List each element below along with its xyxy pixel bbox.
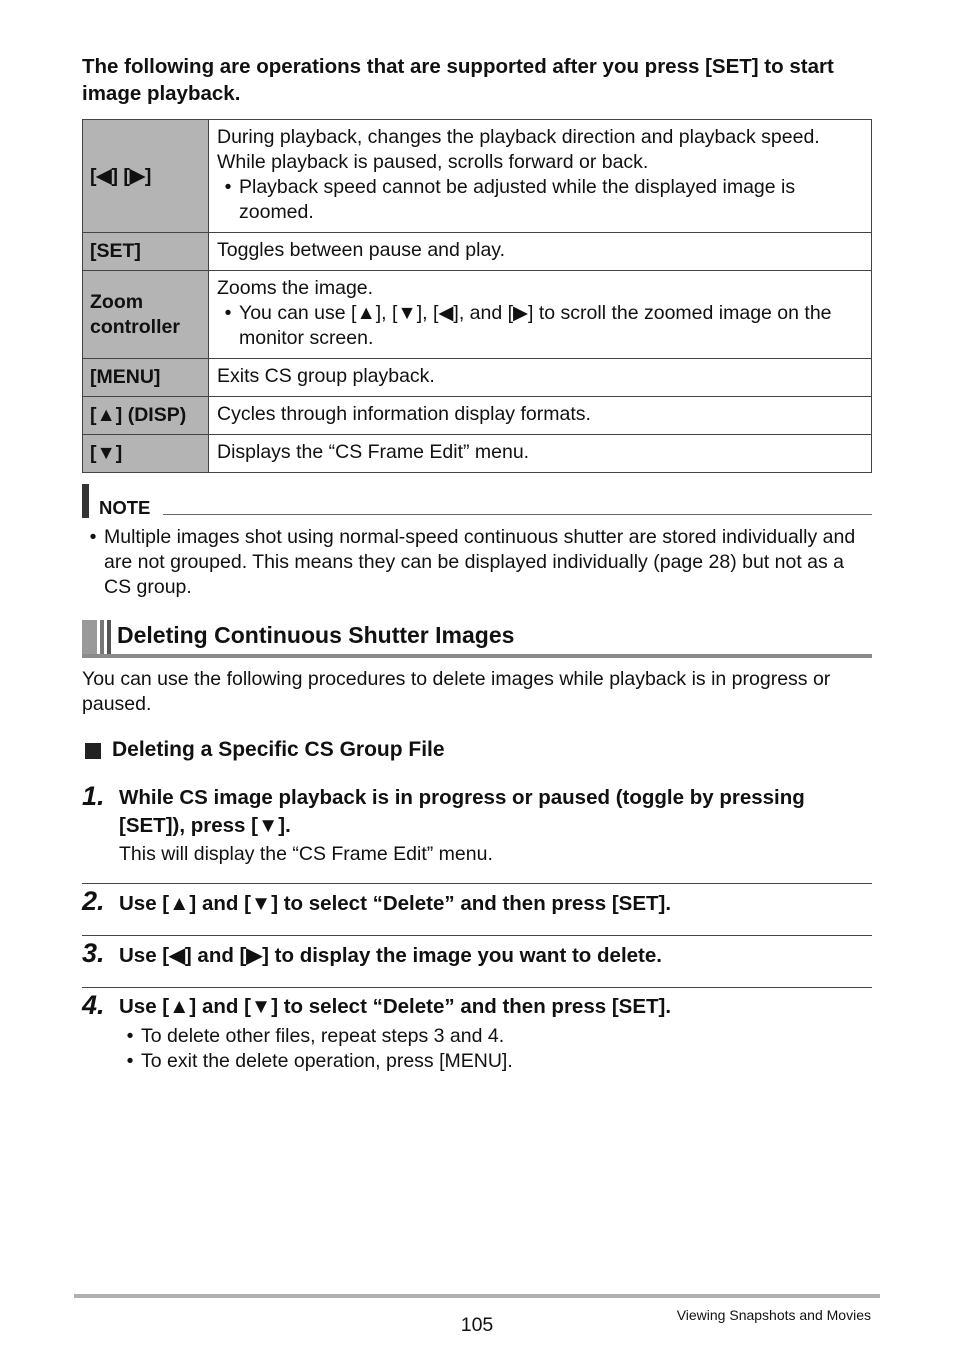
note-item <box>82 525 872 600</box>
table-row <box>83 397 872 435</box>
description-bullet <box>217 175 863 225</box>
description-line: Displays the “CS Frame Edit” menu. <box>217 441 530 463</box>
table-row <box>83 435 872 473</box>
bullet-dot: • <box>224 176 232 198</box>
operation-key: [◀] [▶] <box>83 120 209 233</box>
step-bullet-text: To delete other files, repeat steps 3 and 4. <box>141 1025 505 1047</box>
step-number: 2. <box>82 886 105 916</box>
intro-text: The following are operations that are supported after you press [SET] to start image playback. <box>82 55 834 105</box>
footer-divider <box>74 1294 880 1298</box>
operation-key: Zoom controller <box>83 271 209 359</box>
operation-key: [SET] <box>83 233 209 271</box>
bullet-dot: • <box>126 1050 134 1072</box>
operation-description <box>209 271 872 359</box>
description-bullet <box>217 301 863 351</box>
square-bullet-icon <box>85 743 101 759</box>
bullet-text: You can use [▲], [▼], [◀], and [▶] to scroll the zoomed image on the monitor screen. <box>239 302 832 349</box>
operation-description <box>209 359 872 397</box>
step-bullet-text: To exit the delete operation, press [MENU]. <box>141 1050 513 1072</box>
note-divider <box>163 514 872 515</box>
page-number: 105 <box>460 1314 494 1336</box>
operations-table <box>82 119 872 473</box>
step-number: 3. <box>82 938 105 968</box>
note-bar <box>82 484 89 518</box>
operation-description <box>209 397 872 435</box>
footer-chapter-title: Viewing Snapshots and Movies <box>676 1307 871 1323</box>
description-line: Toggles between pause and play. <box>217 239 506 261</box>
table-row <box>83 359 872 397</box>
step-text: Use [▲] and [▼] to select “Delete” and then press [SET]. <box>119 995 672 1018</box>
description-line: While playback is paused, scrolls forward or back. <box>217 151 649 173</box>
section-marker <box>107 620 111 658</box>
table-row <box>83 271 872 359</box>
section-intro: You can use the following procedures to delete images while playback is in progress or paused. <box>82 668 831 715</box>
section-marker <box>82 620 97 658</box>
note-text: Multiple images shot using normal-speed continuous shutter are stored individually and are not grouped. This means they can be displayed individually (page 28) but not as a CS group. <box>104 526 856 598</box>
description-line: Exits CS group playback. <box>217 365 435 387</box>
step-divider <box>82 935 872 936</box>
step-number: 1. <box>82 781 105 811</box>
section-marker <box>100 620 104 658</box>
note-label: NOTE <box>99 497 151 518</box>
step-note: This will display the “CS Frame Edit” menu. <box>119 843 493 865</box>
bullet-dot: • <box>224 302 232 324</box>
subheading: Deleting a Specific CS Group File <box>112 738 445 761</box>
step-number: 4. <box>82 990 105 1020</box>
step-divider <box>82 987 872 988</box>
section-underline <box>82 654 872 658</box>
step-bullet-item <box>119 1049 872 1074</box>
operation-key: [▼] <box>83 435 209 473</box>
operation-key: [MENU] <box>83 359 209 397</box>
step-bullet-item <box>119 1024 872 1049</box>
description-line: Zooms the image. <box>217 277 374 299</box>
operation-description <box>209 233 872 271</box>
bullet-dot: • <box>126 1025 134 1047</box>
note-bullet: • <box>89 526 97 548</box>
description-line: During playback, changes the playback direction and playback speed. <box>217 126 820 148</box>
operation-key: [▲] (DISP) <box>83 397 209 435</box>
table-row <box>83 120 872 233</box>
table-row <box>83 233 872 271</box>
operation-description <box>209 120 872 233</box>
step-divider <box>82 883 872 884</box>
step-text: Use [◀] and [▶] to display the image you want to delete. <box>119 944 662 967</box>
step-text: Use [▲] and [▼] to select “Delete” and then press [SET]. <box>119 892 672 915</box>
description-line: Cycles through information display formats. <box>217 403 591 425</box>
step-text: While CS image playback is in progress or paused (toggle by pressing [SET]), press [▼]. <box>119 786 805 837</box>
operation-description <box>209 435 872 473</box>
bullet-text: Playback speed cannot be adjusted while the displayed image is zoomed. <box>239 176 796 223</box>
section-title: Deleting Continuous Shutter Images <box>117 622 515 648</box>
